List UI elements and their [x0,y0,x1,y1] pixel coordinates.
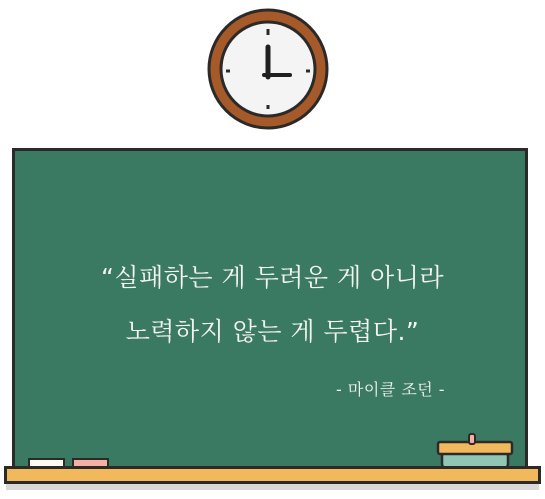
quote-author: - 마이클 조던 - [336,380,446,399]
chalk-tray [4,466,541,484]
chalkboard [12,148,528,466]
quote-line-1: “실패하는 게 두려운 게 아니라 [100,263,445,292]
eraser-icon [436,432,514,470]
tray-shadow [6,484,539,490]
eraser-handle [469,434,475,444]
quote-line-2: 노력하지 않는 게 두렵다.” [125,317,420,346]
wall-clock-icon [206,7,330,131]
